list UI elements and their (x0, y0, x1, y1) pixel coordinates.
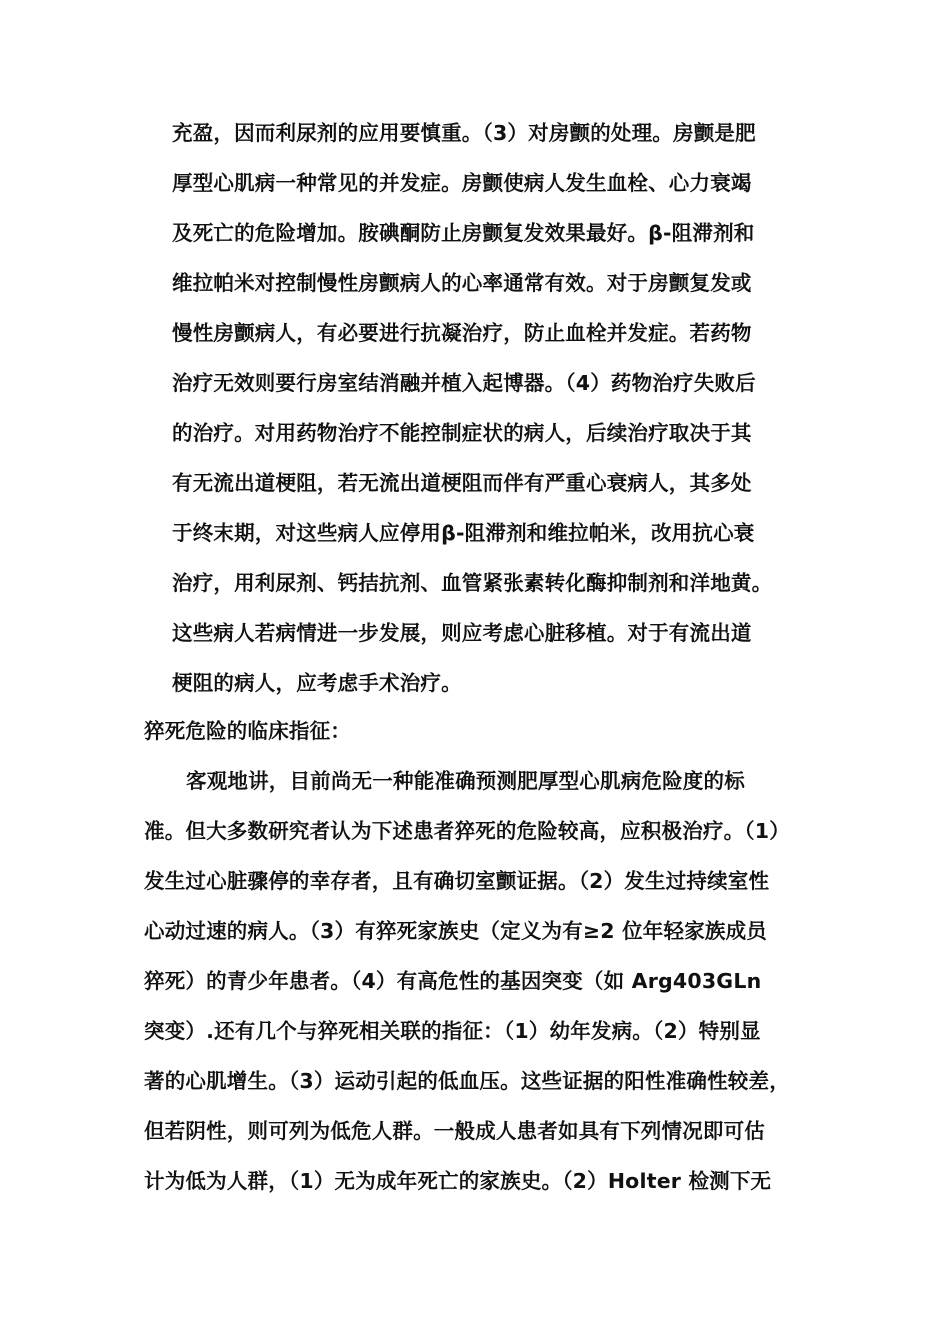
section-heading: 猝死危险的临床指征： (144, 719, 351, 743)
text-line: 著的心肌增生。（3）运动引起的低血压。这些证据的阳性准确性较差， (144, 1069, 790, 1093)
text-line: 维拉帕米对控制慢性房颤病人的心率通常有效。对于房颤复发或 (172, 271, 752, 295)
text-line: 的治疗。对用药物治疗不能控制症状的病人，后续治疗取决于其 (172, 421, 752, 445)
text-line: 充盈，因而利尿剂的应用要慎重。（3）对房颤的处理。房颤是肥 (172, 121, 756, 145)
text-line: 厚型心肌病一种常见的并发症。房颤使病人发生血栓、心力衰竭 (172, 171, 752, 195)
text-line: 心动过速的病人。（3）有猝死家族史（定义为有≥2 位年轻家族成员 (144, 919, 767, 943)
text-line: 及死亡的危险增加。胺碘酮防止房颤复发效果最好。β-阻滞剂和 (172, 221, 755, 245)
text-line: 这些病人若病情进一步发展，则应考虑心脏移植。对于有流出道 (172, 621, 752, 645)
text-line: 治疗无效则要行房室结消融并植入起博器。（4）药物治疗失败后 (172, 371, 756, 395)
paragraph-first-line: 客观地讲，目前尚无一种能准确预测肥厚型心肌病危险度的标 (186, 769, 745, 793)
text-line: 猝死）的青少年患者。（4）有高危性的基因突变（如 Arg403GLn (144, 969, 762, 993)
text-line: 治疗，用利尿剂、钙拮抗剂、血管紧张素转化酶抑制剂和洋地黄。 (172, 571, 773, 595)
text-line: 慢性房颤病人，有必要进行抗凝治疗，防止血栓并发症。若药物 (172, 321, 752, 345)
text-line: 梗阻的病人，应考虑手术治疗。 (172, 671, 462, 695)
text-line: 计为低为人群，（1）无为成年死亡的家族史。（2）Holter 检测下无 (144, 1169, 772, 1193)
text-line: 突变）.还有几个与猝死相关联的指征：（1）幼年发病。（2）特别显 (144, 1019, 761, 1043)
text-line: 但若阴性，则可列为低危人群。一般成人患者如具有下列情况即可估 (144, 1119, 765, 1143)
text-line: 有无流出道梗阻，若无流出道梗阻而伴有严重心衰病人，其多处 (172, 471, 752, 495)
text-line: 于终末期，对这些病人应停用β-阻滞剂和维拉帕米，改用抗心衰 (172, 521, 755, 545)
text-line: 准。但大多数研究者认为下述患者猝死的危险较高，应积极治疗。（1） (144, 819, 790, 843)
text-line: 发生过心脏骤停的幸存者，且有确切室颤证据。（2）发生过持续室性 (144, 869, 770, 893)
